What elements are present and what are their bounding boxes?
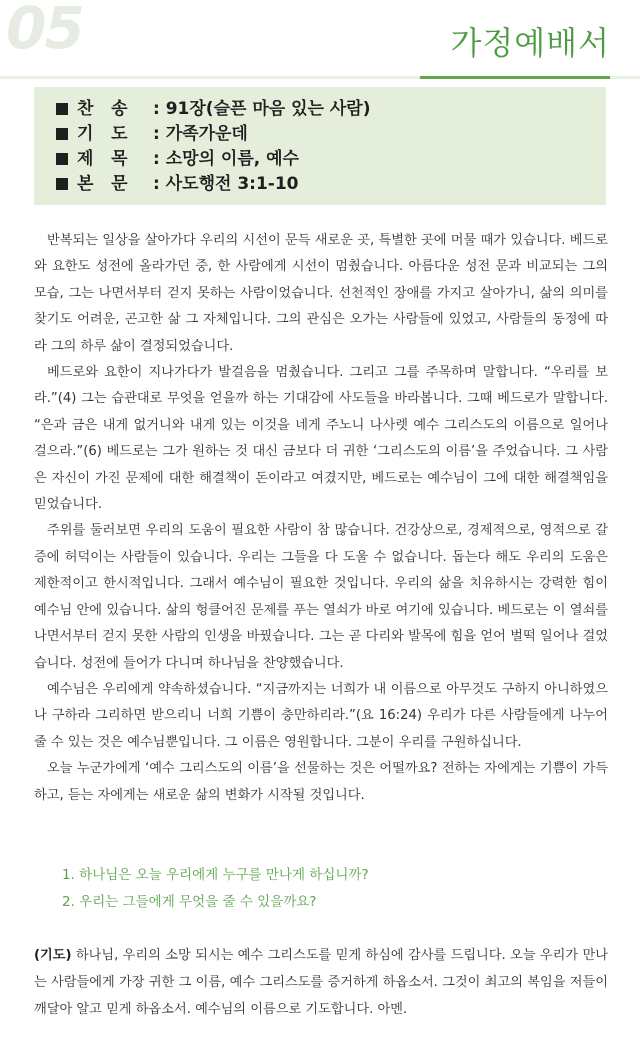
question-item: 2. 우리는 그들에게 무엇을 줄 수 있을까요?	[62, 894, 317, 910]
info-value: 사도행전 3:1-10	[165, 174, 299, 194]
paragraph: 반복되는 일상을 살아가다 우리의 시선이 문득 새로운 곳, 특별한 곳에 머물 때가 있습니다. 베드로와 요한도 성전에 올라가던 중, 한 사람에게 시선이 멈췄습니다. 아름다운 성전 문과 비교되는 그의 모습, 그는 나면서부터 걷지 못하는 사람이었습니다. 선천적인 장애를 가지고 살아가니, 삶의 의미를 찾기도 어려운, 곤고한 삶 그 자체입니다. 그의 관심은 오가는 사람들에 있었고, 사람들의 동정에 따라 그의 하루 삶이 결정되었습니다.	[34, 233, 608, 354]
prayer-text: 하나님, 우리의 소망 되시는 예수 그리스도를 믿게 하심에 감사를 드립니다. 오늘 우리가 만나는 사람들에게 가장 귀한 그 이름, 예수 그리스도를 증거하게 하옵소서. 그것이 최고의 복임을 저들이 깨달아 알고 믿게 하옵소서. 예수님의 이름으로 기도합니다. 아멘.	[34, 948, 608, 1017]
square-bullet-icon	[56, 103, 68, 115]
info-item-hymn: 찬 송 : 91장(슬픈 마음 있는 사람)	[56, 97, 606, 122]
paragraph: 오늘 누군가에게 ‘예수 그리스도의 이름’을 선물하는 것은 어떨까요? 전하는 자에게는 기쁨이 가득하고, 듣는 자에게는 새로운 삶의 변화가 시작될 것입니다.	[34, 761, 608, 803]
info-item-scripture: 본 문 : 사도행전 3:1-10	[56, 172, 606, 197]
info-item-title: 제 목 : 소망의 이름, 예수	[56, 147, 606, 172]
square-bullet-icon	[56, 178, 68, 190]
page-header	[0, 0, 640, 80]
closing-prayer	[34, 942, 608, 1023]
info-box	[34, 87, 606, 205]
discussion-questions	[62, 862, 602, 916]
info-label: 기 도	[77, 124, 128, 144]
sermon-body	[34, 228, 608, 809]
question-item: 1. 하나님은 오늘 우리에게 누구를 만나게 하십니까?	[62, 867, 369, 883]
info-label: 제 목	[77, 149, 128, 169]
lesson-number: 05	[6, 0, 83, 62]
info-label: 본 문	[77, 174, 128, 194]
paragraph: 주위를 둘러보면 우리의 도움이 필요한 사람이 참 많습니다. 건강상으로, 경제적으로, 영적으로 갈증에 허덕이는 사람들이 있습니다. 우리는 그들을 다 도울 수 없습니다. 돕는다 해도 우리의 도움은 제한적이고 한시적입니다. 그래서 예수님이 필요한 것입니다. 우리의 삶을 치유하시는 강력한 힘이 예수님 안에 있습니다. 삶의 헝클어진 문제를 푸는 열쇠가 바로 여기에 있습니다. 베드로는 이 열쇠를 나면서부터 걷지 못한 사람의 인생을 바꿨습니다. 그는 곧 다리와 발목에 힘을 얻어 벌떡 일어나 걸었습니다. 성전에 들어가 다니며 하나님을 찬양했습니다.	[34, 523, 608, 671]
info-label: 찬 송	[77, 99, 128, 119]
square-bullet-icon	[56, 153, 68, 165]
info-value: 91장(슬픈 마음 있는 사람)	[165, 99, 371, 119]
info-value: 소망의 이름, 예수	[165, 149, 299, 169]
info-list	[34, 87, 606, 197]
page-title: 가정예배서	[450, 24, 610, 62]
prayer-label: (기도)	[34, 948, 72, 963]
paragraph: 예수님은 우리에게 약속하셨습니다. “지금까지는 너희가 내 이름으로 아무것도 구하지 아니하였으나 구하라 그리하면 받으리니 너희 기쁨이 충만하리라.”(요 16:24) 우리가 다른 사람들에게 나누어 줄 수 있는 것은 예수님뿐입니다. 그 이름은 영원합니다. 그분이 우리를 구원하십니다.	[34, 681, 608, 750]
header-rule-accent	[420, 76, 610, 79]
info-value: 가족가운데	[165, 124, 248, 144]
header-rule	[0, 76, 640, 80]
info-item-prayer: 기 도 : 가족가운데	[56, 122, 606, 147]
square-bullet-icon	[56, 128, 68, 140]
paragraph: 베드로와 요한이 지나가다가 발걸음을 멈췄습니다. 그리고 그를 주목하며 말합니다. “우리를 보라.”(4) 그는 습관대로 무엇을 얻을까 하는 기대감에 사도들을 바라봅니다. 그때 베드로가 말합니다. “은과 금은 내게 없거니와 내게 있는 이것을 네게 주노니 나사렛 예수 그리스도의 이름으로 일어나 걸으라.”(6) 베드로는 그가 원하는 것 대신 금보다 더 귀한 ‘그리스도의 이름’을 주었습니다. 그 사람은 자신이 가진 문제에 대한 해결책이 돈이라고 여겼지만, 베드로는 예수님이 그에 대한 해결책임을 믿었습니다.	[34, 365, 608, 513]
